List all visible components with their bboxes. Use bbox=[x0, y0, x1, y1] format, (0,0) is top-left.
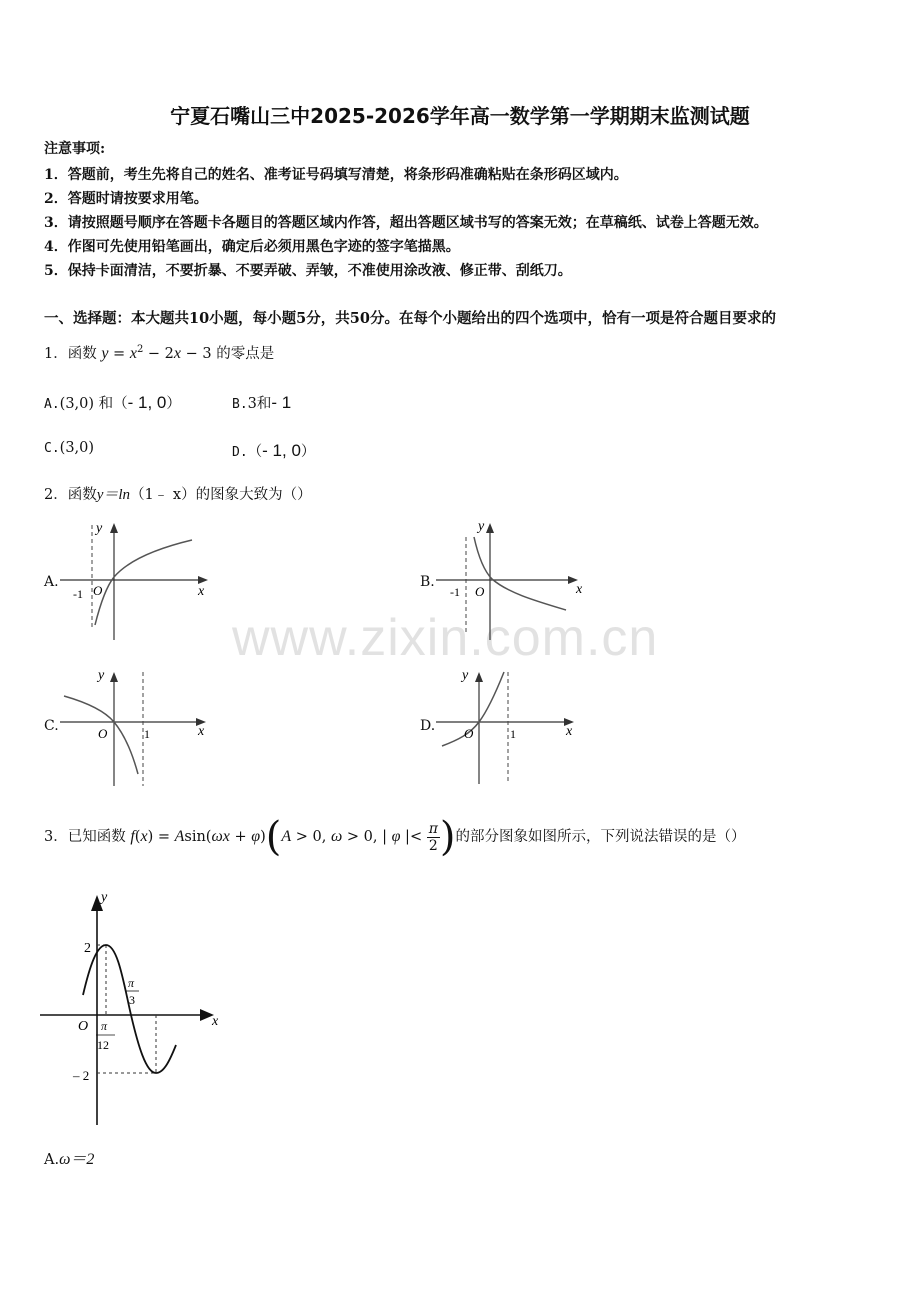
y-label: y bbox=[96, 521, 103, 536]
notice-item: 3．请按照题号顺序在答题卡各题目的答题区域内作答，超出答题区域书写的答案无效；在草稿纸、试卷上答题无效。 bbox=[44, 215, 768, 231]
tick-label: 1 bbox=[510, 727, 516, 741]
q2-option-c-label[interactable]: C. bbox=[44, 718, 59, 734]
y-axis-arrow bbox=[475, 672, 483, 682]
tick-label: -1 bbox=[73, 587, 83, 601]
y-label: y bbox=[101, 890, 108, 905]
origin-label: O bbox=[98, 726, 108, 741]
origin-label: O bbox=[464, 726, 474, 741]
notice-heading: 注意事项: bbox=[44, 141, 106, 157]
curve bbox=[474, 537, 566, 610]
q2-graph-b[interactable] bbox=[436, 515, 596, 645]
option-label: C. bbox=[44, 441, 60, 456]
tick-label: -1 bbox=[450, 585, 460, 599]
q2-option-b-label[interactable]: B. bbox=[420, 574, 435, 590]
q1-suffix: 的零点是 bbox=[216, 346, 275, 362]
q3-condition: A > 0, ω > 0, | φ |< $\frac{\pi}{2}$ bbox=[281, 820, 438, 854]
y-axis-arrow bbox=[110, 523, 118, 533]
question-3: 3．已知函数 f(x) = Asin(ωx + φ)(A > 0, ω > 0, | φ |< $\frac{\pi}{2}$ )的部分图象如图所示，下列说法错误的是（） bbox=[44, 814, 746, 860]
tick-label-neg2: – 2 bbox=[73, 1068, 90, 1083]
x-label: x bbox=[198, 584, 205, 599]
q3-option-a[interactable]: A.ω＝2 bbox=[44, 1151, 95, 1168]
q3-sine-graph bbox=[40, 885, 230, 1130]
origin-label: O bbox=[93, 583, 103, 598]
q2-graph-d[interactable] bbox=[436, 662, 596, 792]
x-axis-arrow bbox=[198, 576, 208, 584]
notice-item: 1．答题前，考生先将自己的姓名、准考证号码填写清楚，将条形码准确粘贴在条形码区域内。 bbox=[44, 167, 628, 183]
section-heading: 一、选择题：本大题共10小题，每小题5分，共50分。在每个小题给出的四个选项中，恰有一项是符合题目要求的 bbox=[44, 310, 776, 327]
tick-label: 1 bbox=[144, 727, 150, 741]
y-axis-arrow bbox=[486, 523, 494, 533]
notice-item: 2．答题时请按要求用笔。 bbox=[44, 191, 208, 207]
q1-option-d[interactable]: D.（- 1, 0） bbox=[232, 441, 316, 460]
y-label: y bbox=[98, 668, 105, 683]
x-label: x bbox=[576, 582, 583, 597]
q1-option-b[interactable]: B.3和- 1 bbox=[232, 393, 292, 412]
q1-prefix: 1．函数 bbox=[44, 346, 97, 362]
q2-option-d-label[interactable]: D. bbox=[420, 718, 436, 734]
question-2: 2．函数y＝ln（1﹣ x）的图象大致为（） bbox=[44, 487, 312, 503]
tick-pi-over-12-num: π bbox=[101, 1019, 108, 1033]
x-label: x bbox=[212, 1014, 219, 1029]
option-label: A. bbox=[44, 397, 60, 412]
q2-graph-a[interactable] bbox=[60, 515, 220, 645]
y-label: y bbox=[462, 668, 469, 683]
tick-pi-over-12-den: 12 bbox=[97, 1038, 109, 1052]
watermark: www.zixin.com.cn bbox=[232, 609, 659, 667]
q1-option-a[interactable]: A.(3,0) 和（- 1, 0） bbox=[44, 393, 181, 412]
q3-formula: f(x) = Asin(ωx + φ) bbox=[130, 828, 266, 845]
option-label: B. bbox=[232, 397, 248, 412]
x-label: x bbox=[566, 724, 573, 739]
tick-label-2: 2 bbox=[84, 941, 91, 956]
question-1 bbox=[44, 342, 274, 363]
y-axis-arrow bbox=[110, 672, 118, 682]
q1-option-c[interactable]: C.(3,0) bbox=[44, 440, 95, 456]
q2-option-a-label[interactable]: A. bbox=[44, 574, 59, 590]
notice-item: 5．保持卡面清洁，不要折暴、不要弄破、弄皱，不准使用涂改液、修正带、刮纸刀。 bbox=[44, 263, 572, 279]
notice-item: 4．作图可先使用铅笔画出，确定后必须用黑色字迹的签字笔描黑。 bbox=[44, 239, 460, 255]
page-title: 宁夏石嘴山三中2025-2026学年高一数学第一学期期末监测试题 bbox=[170, 104, 750, 128]
tick-pi-over-3-num: π bbox=[128, 976, 135, 990]
q2-graph-c[interactable] bbox=[60, 662, 220, 792]
tick-pi-over-3-den: 3 bbox=[129, 993, 135, 1007]
origin-label: O bbox=[78, 1019, 89, 1034]
curve bbox=[95, 540, 192, 625]
origin-label: O bbox=[475, 584, 485, 599]
x-label: x bbox=[198, 724, 205, 739]
y-label: y bbox=[478, 519, 485, 534]
q1-formula: $y = x^2 - 2x - 3$ bbox=[101, 344, 212, 362]
option-label: D. bbox=[232, 445, 248, 460]
